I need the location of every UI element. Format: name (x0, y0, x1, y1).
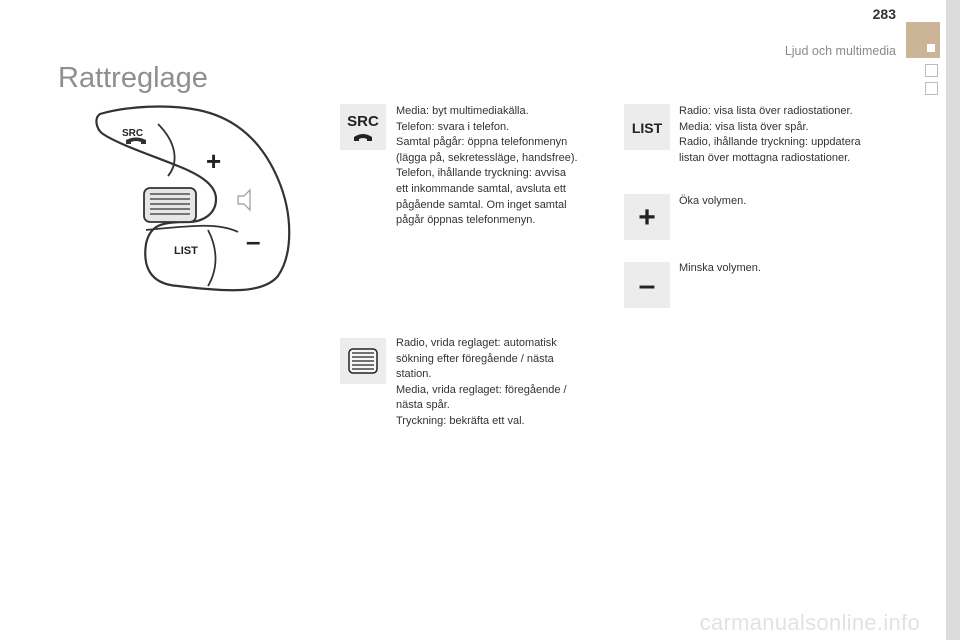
list-button-icon (624, 104, 670, 150)
illustration-minus-label: – (246, 226, 261, 256)
list-description: Radio: visa lista över radiostationer. Media: visa lista över spår. Radio, ihållande tryckning: uppdatera listan över mottagna radiostationer. (679, 105, 861, 164)
src-icon-label: SRC (347, 113, 379, 130)
src-description: Media: byt multimediakälla. Telefon: svara i telefon. Samtal pågår: öppna telefonmenyn (lägga på, sekretessläge, handsfree). Telefon, ihållande tryckning: avvisa ett inkommande samtal, avsluta ett pågående samtal. Om inget samtal pågår öppnas telefonmenyn. (396, 105, 578, 227)
src-button-icon (340, 104, 386, 150)
chapter-title: Ljud och multimedia (784, 44, 896, 58)
chapter-tab[interactable] (925, 82, 938, 95)
plus-icon-label: + (638, 201, 656, 234)
thumbwheel-icon (340, 338, 386, 384)
chapter-tab[interactable] (925, 64, 938, 77)
page-number: 283 (872, 6, 896, 22)
list-icon-label: LIST (631, 120, 663, 136)
phone-icon (354, 134, 372, 141)
volume-up-description: Öka volymen. (679, 195, 747, 207)
volume-down-description: Minska volymen. (679, 262, 761, 274)
illustration-plus-label: + (206, 146, 222, 176)
steering-controls-illustration (88, 104, 298, 294)
illustration-src-label: SRC (122, 128, 144, 139)
page-title: Rattreglage (58, 62, 208, 94)
watermark: carmanualsonline.info (699, 610, 920, 635)
minus-icon-label: – (638, 269, 656, 302)
tab-marker-icon (927, 44, 935, 52)
thumbwheel-description: Radio, vrida reglaget: automatisk sökning efter föregående / nästa station. Media, vrida reglaget: föregående / nästa spår. Tryckning: bekräfta ett val. (396, 337, 567, 427)
volume-up-icon (624, 194, 670, 240)
illustration-list-label: LIST (174, 245, 198, 257)
volume-down-icon (624, 262, 670, 308)
side-tab-strip (946, 0, 960, 640)
chapter-tab-active[interactable] (906, 22, 940, 58)
